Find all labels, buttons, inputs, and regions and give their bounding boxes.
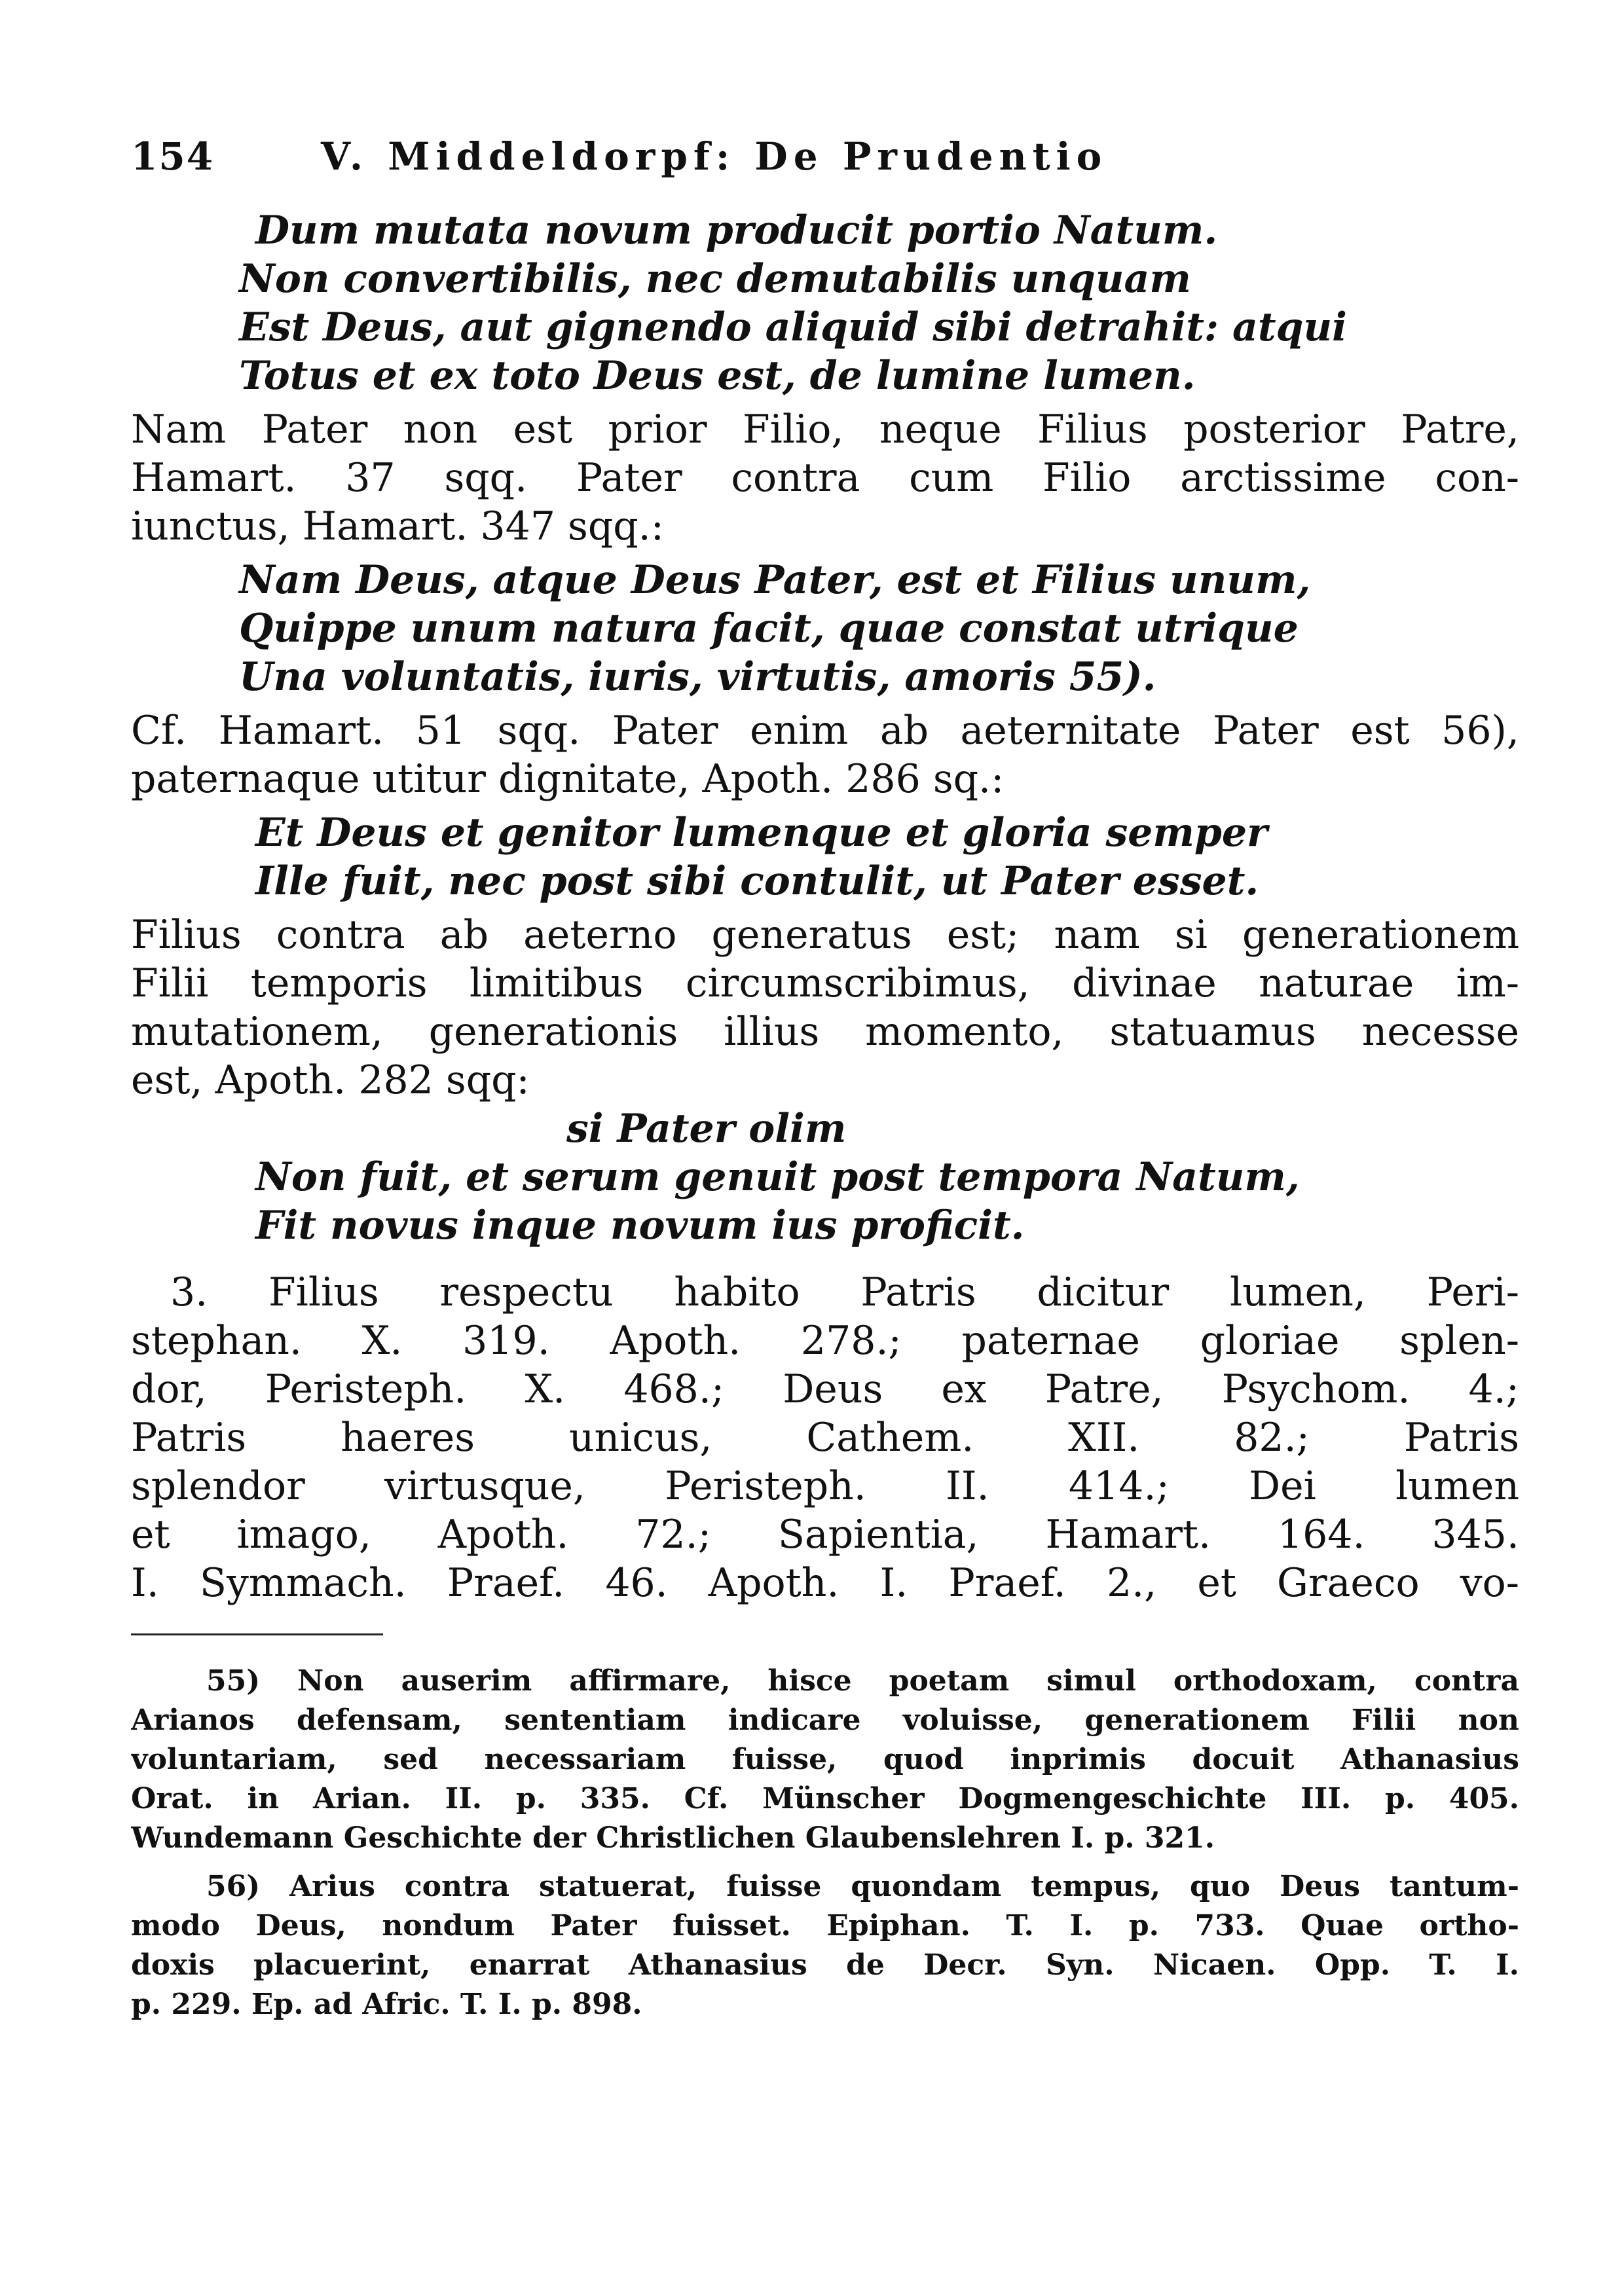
verse-quote-1 xyxy=(131,206,1519,400)
text-line: Nam Pater non est prior Filio, neque Filius posterior Patre, xyxy=(131,407,1519,452)
text-line: dor, Peristeph. X. 468.; Deus ex Patre, Psychom. 4.; xyxy=(131,1366,1519,1412)
verse-line: Dum mutata novum producit portio Natum. xyxy=(255,208,1218,253)
text-line: et imago, Apoth. 72.; Sapientia, Hamart. 164. 345. xyxy=(131,1512,1519,1558)
verse-quote-3 xyxy=(131,809,1519,905)
text-line: I. Symmach. Praef. 46. Apoth. I. Praef. 2., et Graeco vo- xyxy=(131,1560,1519,1606)
verse-line: Fit novus inque novum ius proficit. xyxy=(255,1203,1025,1248)
footnote-line: Orat. in Arian. II. p. 335. Cf. Münscher Dogmengeschichte III. p. 405. xyxy=(131,1782,1519,1815)
text-line: Cf. Hamart. 51 sqq. Pater enim ab aeternitate Pater est 56), xyxy=(131,708,1519,754)
text-line: paternaque utitur dignitate, Apoth. 286 sq.: xyxy=(131,756,1005,802)
text-line: mutationem, generationis illius momento, statuamus necesse xyxy=(131,1009,1519,1055)
text-line: est, Apoth. 282 sqq: xyxy=(131,1057,530,1103)
footnote-line: Wundemann Geschichte der Christlichen Glaubenslehren I. p. 321. xyxy=(131,1821,1215,1855)
footnote-line: voluntariam, sed necessariam fuisse, quod inprimis docuit Athanasius xyxy=(131,1743,1519,1776)
verse-line: Non convertibilis, nec demutabilis unquam xyxy=(239,256,1191,302)
footnote-56 xyxy=(131,1867,1519,2024)
verse-line: si Pater olim xyxy=(566,1106,847,1152)
book-page xyxy=(131,134,1519,2024)
verse-line: Ille fuit, nec post sibi contulit, ut Pater esset. xyxy=(255,858,1259,904)
page-number: 154 xyxy=(131,134,215,179)
paragraph-1 xyxy=(131,405,1519,551)
running-title: V. Middeldorpf: De Prudentio xyxy=(321,134,1108,179)
verse-quote-4 xyxy=(131,1104,1519,1250)
footnote-line: 55) Non auserim affirmare, hisce poetam simul orthodoxam, contra xyxy=(206,1664,1519,1698)
verse-line: Est Deus, aut gignendo aliquid sibi detrahit: atqui xyxy=(239,304,1347,350)
text-line: Patris haeres unicus, Cathem. XII. 82.; Patris xyxy=(131,1415,1519,1461)
text-line: Filii temporis limitibus circumscribimus, divinae naturae im- xyxy=(131,960,1519,1006)
verse-line: Et Deus et genitor lumenque et gloria semper xyxy=(255,810,1268,856)
footnote-line: p. 229. Ep. ad Afric. T. I. p. 898. xyxy=(131,1988,642,2021)
footnote-line: modo Deus, nondum Pater fuisset. Epiphan. T. I. p. 733. Quae ortho- xyxy=(131,1909,1519,1942)
footnote-line: Arianos defensam, sententiam indicare voluisse, generationem Filii non xyxy=(131,1704,1519,1737)
paragraph-2 xyxy=(131,706,1519,803)
footnote-line: doxis placuerint, enarrat Athanasius de Decr. Syn. Nicaen. Opp. T. I. xyxy=(131,1948,1519,1982)
verse-line: Una voluntatis, iuris, virtutis, amoris 55). xyxy=(239,654,1156,700)
text-line: Filius contra ab aeterno generatus est; nam si generationem xyxy=(131,912,1519,958)
text-line: iunctus, Hamart. 347 sqq.: xyxy=(131,503,664,549)
verse-line: Quippe unum natura facit, quae constat utrique xyxy=(239,606,1299,651)
verse-line: Totus et ex toto Deus est, de lumine lumen. xyxy=(239,353,1196,399)
verse-line: Nam Deus, atque Deus Pater, est et Filius unum, xyxy=(239,557,1311,603)
verse-line: Non fuit, et serum genuit post tempora Natum, xyxy=(255,1154,1300,1200)
page-header xyxy=(131,134,1519,206)
footnote-55 xyxy=(131,1662,1519,1858)
text-line: splendor virtusque, Peristeph. II. 414.; Dei lumen xyxy=(131,1463,1519,1509)
footnote-line: 56) Arius contra statuerat, fuisse quondam tempus, quo Deus tantum- xyxy=(206,1870,1519,1903)
footnote-divider xyxy=(131,1633,383,1635)
verse-quote-2 xyxy=(131,556,1519,701)
text-line: stephan. X. 319. Apoth. 278.; paternae gloriae splen- xyxy=(131,1318,1519,1364)
text-line: Hamart. 37 sqq. Pater contra cum Filio arctissime con- xyxy=(131,455,1519,501)
paragraph-4 xyxy=(131,1268,1519,1607)
paragraph-3 xyxy=(131,911,1519,1104)
text-line: 3. Filius respectu habito Patris dicitur lumen, Peri- xyxy=(170,1269,1519,1315)
